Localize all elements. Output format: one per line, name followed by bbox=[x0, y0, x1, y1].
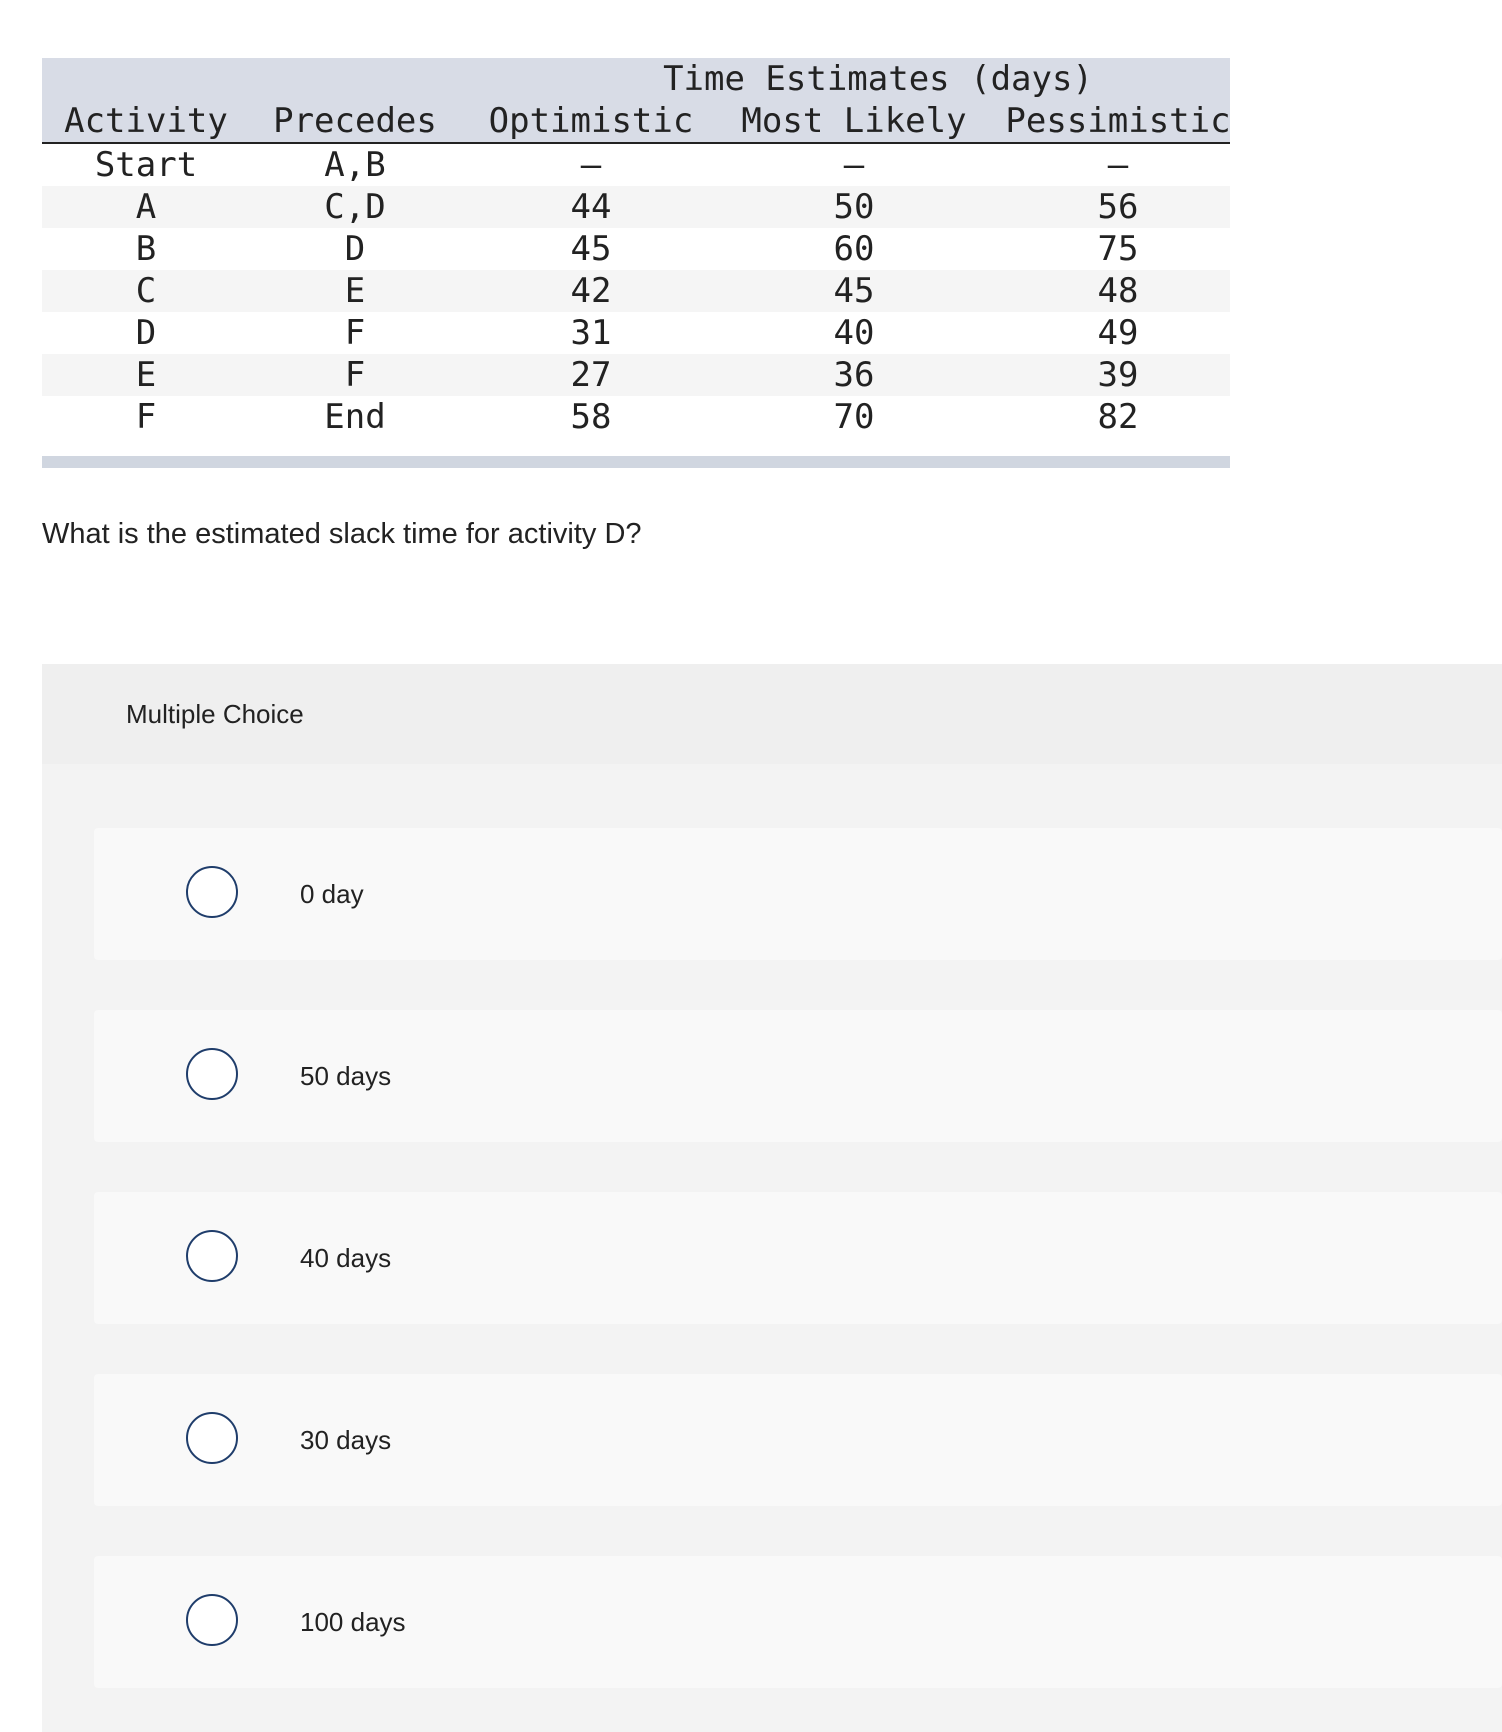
answer-option-label[interactable]: 50 days bbox=[300, 1061, 392, 1091]
cell-pessimistic: 56 bbox=[1097, 187, 1139, 227]
cell-activity: F bbox=[135, 397, 157, 437]
multiple-choice-header bbox=[42, 664, 1502, 764]
table-body bbox=[42, 144, 1230, 438]
table-row bbox=[42, 312, 1230, 354]
cell-activity: C bbox=[135, 271, 157, 311]
cell-pessimistic: 39 bbox=[1097, 355, 1139, 395]
cell-pessimistic: 49 bbox=[1097, 313, 1139, 353]
cell-most-likely: – bbox=[843, 145, 865, 185]
column-header-activity: Activity bbox=[64, 101, 228, 141]
radio-button[interactable] bbox=[186, 1048, 238, 1100]
cell-optimistic: 58 bbox=[570, 397, 612, 437]
answer-option-label[interactable]: 100 days bbox=[300, 1607, 406, 1637]
cell-optimistic: 27 bbox=[570, 355, 612, 395]
table-row bbox=[42, 144, 1230, 186]
cell-most-likely: 60 bbox=[833, 229, 875, 269]
cell-precedes: F bbox=[344, 355, 366, 395]
cell-activity: D bbox=[135, 313, 157, 353]
answer-option[interactable] bbox=[94, 1192, 1502, 1324]
radio-button[interactable] bbox=[186, 866, 238, 918]
group-header: Time Estimates (days) bbox=[663, 59, 1093, 99]
answer-option-label[interactable]: 0 day bbox=[300, 879, 364, 909]
cell-optimistic: 31 bbox=[570, 313, 612, 353]
multiple-choice-panel bbox=[42, 664, 1502, 1732]
cell-optimistic: – bbox=[580, 145, 602, 185]
table-footer-bar bbox=[42, 456, 1230, 468]
cell-precedes: End bbox=[324, 397, 386, 437]
answer-option[interactable] bbox=[94, 828, 1502, 960]
cell-activity: E bbox=[135, 355, 157, 395]
cell-most-likely: 40 bbox=[833, 313, 875, 353]
column-header-most-likely: Most Likely bbox=[741, 101, 967, 141]
radio-button[interactable] bbox=[186, 1412, 238, 1464]
cell-precedes: D bbox=[344, 229, 366, 269]
cell-most-likely: 45 bbox=[833, 271, 875, 311]
cell-precedes: F bbox=[344, 313, 366, 353]
cell-precedes: C,D bbox=[324, 187, 386, 227]
cell-optimistic: 42 bbox=[570, 271, 612, 311]
answer-option-label[interactable]: 40 days bbox=[300, 1243, 392, 1273]
cell-precedes: A,B bbox=[324, 145, 386, 185]
table-row bbox=[42, 354, 1230, 396]
cell-pessimistic: 48 bbox=[1097, 271, 1139, 311]
cell-most-likely: 50 bbox=[833, 187, 875, 227]
cell-most-likely: 70 bbox=[833, 397, 875, 437]
cell-most-likely: 36 bbox=[833, 355, 875, 395]
column-headers bbox=[42, 100, 1230, 142]
answer-option[interactable] bbox=[94, 1010, 1502, 1142]
question-text: What is the estimated slack time for activity D? bbox=[42, 518, 642, 550]
cell-optimistic: 45 bbox=[570, 229, 612, 269]
cell-pessimistic: 75 bbox=[1097, 229, 1139, 269]
time-estimates-table bbox=[42, 58, 1230, 468]
table-row bbox=[42, 396, 1230, 438]
multiple-choice-title: Multiple Choice bbox=[126, 699, 304, 729]
column-header-optimistic: Optimistic bbox=[488, 101, 694, 141]
table-header bbox=[42, 58, 1230, 144]
cell-pessimistic: 82 bbox=[1097, 397, 1139, 437]
table-row bbox=[42, 228, 1230, 270]
cell-precedes: E bbox=[344, 271, 366, 311]
column-header-precedes: Precedes bbox=[273, 101, 437, 141]
table-row bbox=[42, 270, 1230, 312]
cell-pessimistic: – bbox=[1107, 145, 1129, 185]
radio-button[interactable] bbox=[186, 1594, 238, 1646]
cell-activity: B bbox=[135, 229, 157, 269]
column-header-pessimistic: Pessimistic bbox=[1005, 101, 1231, 141]
answer-option-label[interactable]: 30 days bbox=[300, 1425, 392, 1455]
cell-activity: A bbox=[135, 187, 157, 227]
table-row bbox=[42, 186, 1230, 228]
answer-option[interactable] bbox=[94, 1374, 1502, 1506]
cell-activity: Start bbox=[94, 145, 198, 185]
radio-button[interactable] bbox=[186, 1230, 238, 1282]
answer-option[interactable] bbox=[94, 1556, 1502, 1688]
cell-optimistic: 44 bbox=[570, 187, 612, 227]
